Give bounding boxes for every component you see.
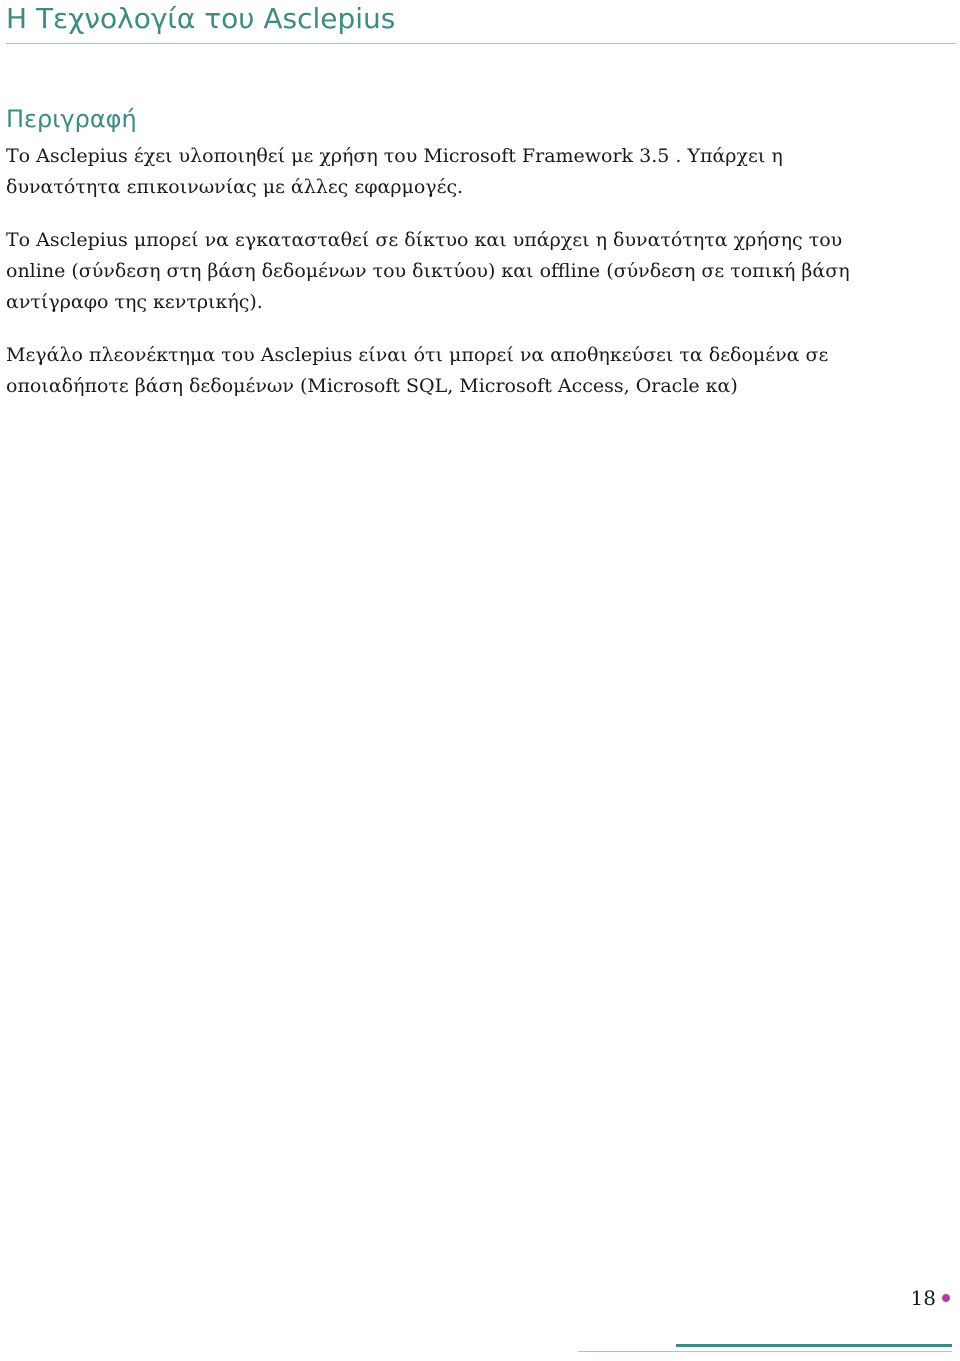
paragraph-line: αντίγραφο της κεντρικής). <box>6 291 263 313</box>
title-divider <box>6 43 956 44</box>
section-heading: Περιγραφή <box>6 105 137 133</box>
paragraph-line: Μεγάλο πλεονέκτημα του Asclepius είναι ότι μπορεί να αποθηκεύσει τα δεδομένα σε <box>6 344 829 366</box>
footer-divider-thick <box>676 1344 952 1347</box>
page-number-dot-icon <box>942 1294 950 1302</box>
page-number: 18 <box>910 1286 936 1310</box>
paragraph-line: δυνατότητα επικοινωνίας με άλλες εφαρμογές. <box>6 176 464 198</box>
paragraph-line: online (σύνδεση στη βάση δεδομένων του δικτύου) και offline (σύνδεση σε τοπική βάση <box>6 260 850 282</box>
paragraph-line: οποιαδήποτε βάση δεδομένων (Microsoft SQL, Microsoft Access, Oracle κα) <box>6 375 738 397</box>
paragraph-network <box>6 225 850 318</box>
page-title: Η Τεχνολογία του Asclepius <box>6 2 396 35</box>
paragraph-database <box>6 340 828 402</box>
footer-divider-thin <box>578 1351 952 1352</box>
paragraph-line: Το Asclepius μπορεί να εγκατασταθεί σε δίκτυο και υπάρχει η δυνατότητα χρήσης του <box>6 229 843 251</box>
paragraph-framework <box>6 141 783 203</box>
paragraph-line: Το Asclepius έχει υλοποιηθεί με χρήση του Microsoft Framework 3.5 . Υπάρχει η <box>6 145 783 167</box>
